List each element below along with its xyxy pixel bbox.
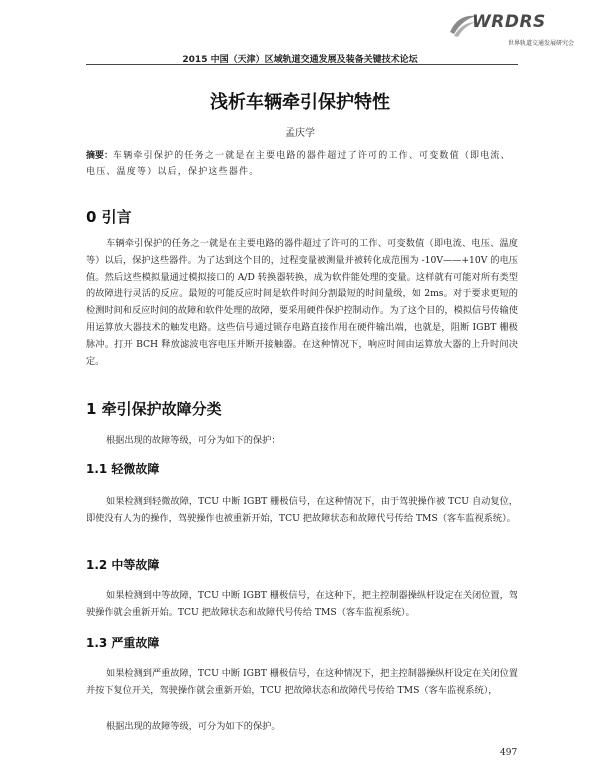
- section-1-3-paragraph: [86, 666, 518, 700]
- page-number: 497: [500, 748, 518, 758]
- abstract-label: 摘要：: [86, 151, 114, 161]
- section-1-3-heading: 1.3 严重故障: [86, 636, 160, 650]
- running-header: 2015 中国（天津）区域轨道交通发展及装备关键技术论坛: [182, 55, 418, 65]
- section-1-2-paragraph: [86, 588, 518, 622]
- header-divider: [86, 64, 518, 65]
- abstract: [86, 148, 516, 180]
- logo-text: WRDRS: [472, 12, 546, 32]
- section-1-text: 根据出现的故障等级，可分为如下的保护：: [106, 435, 281, 446]
- section-0-text: 车辆牵引保护的任务之一就是在主要电路的器件超过了许可的工作、可变数值（即电流、电压、温度等）以后，保护这些器件。为了达到这个目的，过程变量被测量并被转化成范围为 -10V——+10V 的电压值。然后这些模拟量通过模拟接口的 A/D 转换器转换，成为软件能处理的变量。这样就有可能对所有类型的故障进行灵活的反应。最短的可能反应时间是软件时间分割最短的时间量级，如 2ms。对于要求更短的检测时间和反应时间的故障和软件处理的故障，要采用硬件保护控制动作。为了这个目的，模拟信号传输使用运算放大器技术的触发电路。这些信号通过锁存电路直接作用在硬件输出端，也就是，阻断 IGBT 栅极脉冲。打开 BCH 释放滤波电容电压并断开接触器。在这种情况下，响应时间由运算放大器的上升时间决定。: [86, 238, 518, 367]
- section-1-2-heading: 1.2 中等故障: [86, 558, 160, 572]
- wrdrs-logo: [448, 12, 572, 50]
- logo-subtitle: 世界轨道交通发展研究会: [507, 40, 574, 47]
- section-0-heading: 0 引言: [86, 208, 132, 226]
- section-1-1-paragraph: [86, 494, 518, 528]
- section-0-paragraph: [86, 236, 518, 370]
- paper-author: 孟庆学: [285, 128, 315, 139]
- abstract-text: 车辆牵引保护的任务之一就是在主要电路的器件超过了许可的工作、可变数值（即电流、电压、温度等）以后，保护这些器件。: [86, 151, 511, 177]
- section-1-heading: 1 牵引保护故障分类: [86, 400, 222, 418]
- section-1-3-extra-text: 根据出现的故障等级，可分为如下的保护。: [106, 721, 281, 732]
- section-1-1-heading: 1.1 轻微故障: [86, 462, 160, 476]
- section-1-2-text: 如果检测到中等故障，TCU 中断 IGBT 栅极信号，在这种下，把主控制器操纵杆设定在关闭位置，驾驶操作就会重新开始。TCU 把故障状态和故障代号传给 TMS（客车监视系统）。: [86, 590, 518, 618]
- paper-title: 浅析车辆牵引保护特性: [210, 92, 390, 113]
- section-1-1-text: 如果检测到轻微故障，TCU 中断 IGBT 栅极信号，在这种情况下，由于驾驶操作被 TCU 自动复位，即使没有人为的操作，驾驶操作也被重新开始，TCU 把故障状态和故障代号传给 TMS（客车监视系统）。: [86, 496, 518, 524]
- section-1-3-text: 如果检测到严重故障，TCU 中断 IGBT 栅极信号，在这种情况下，把主控制器操纵杆设定在关闭位置并按下复位开关，驾驶操作就会重新开始，TCU 把故障状态和故障代号传给 TMS（客车监视系统），: [86, 668, 518, 696]
